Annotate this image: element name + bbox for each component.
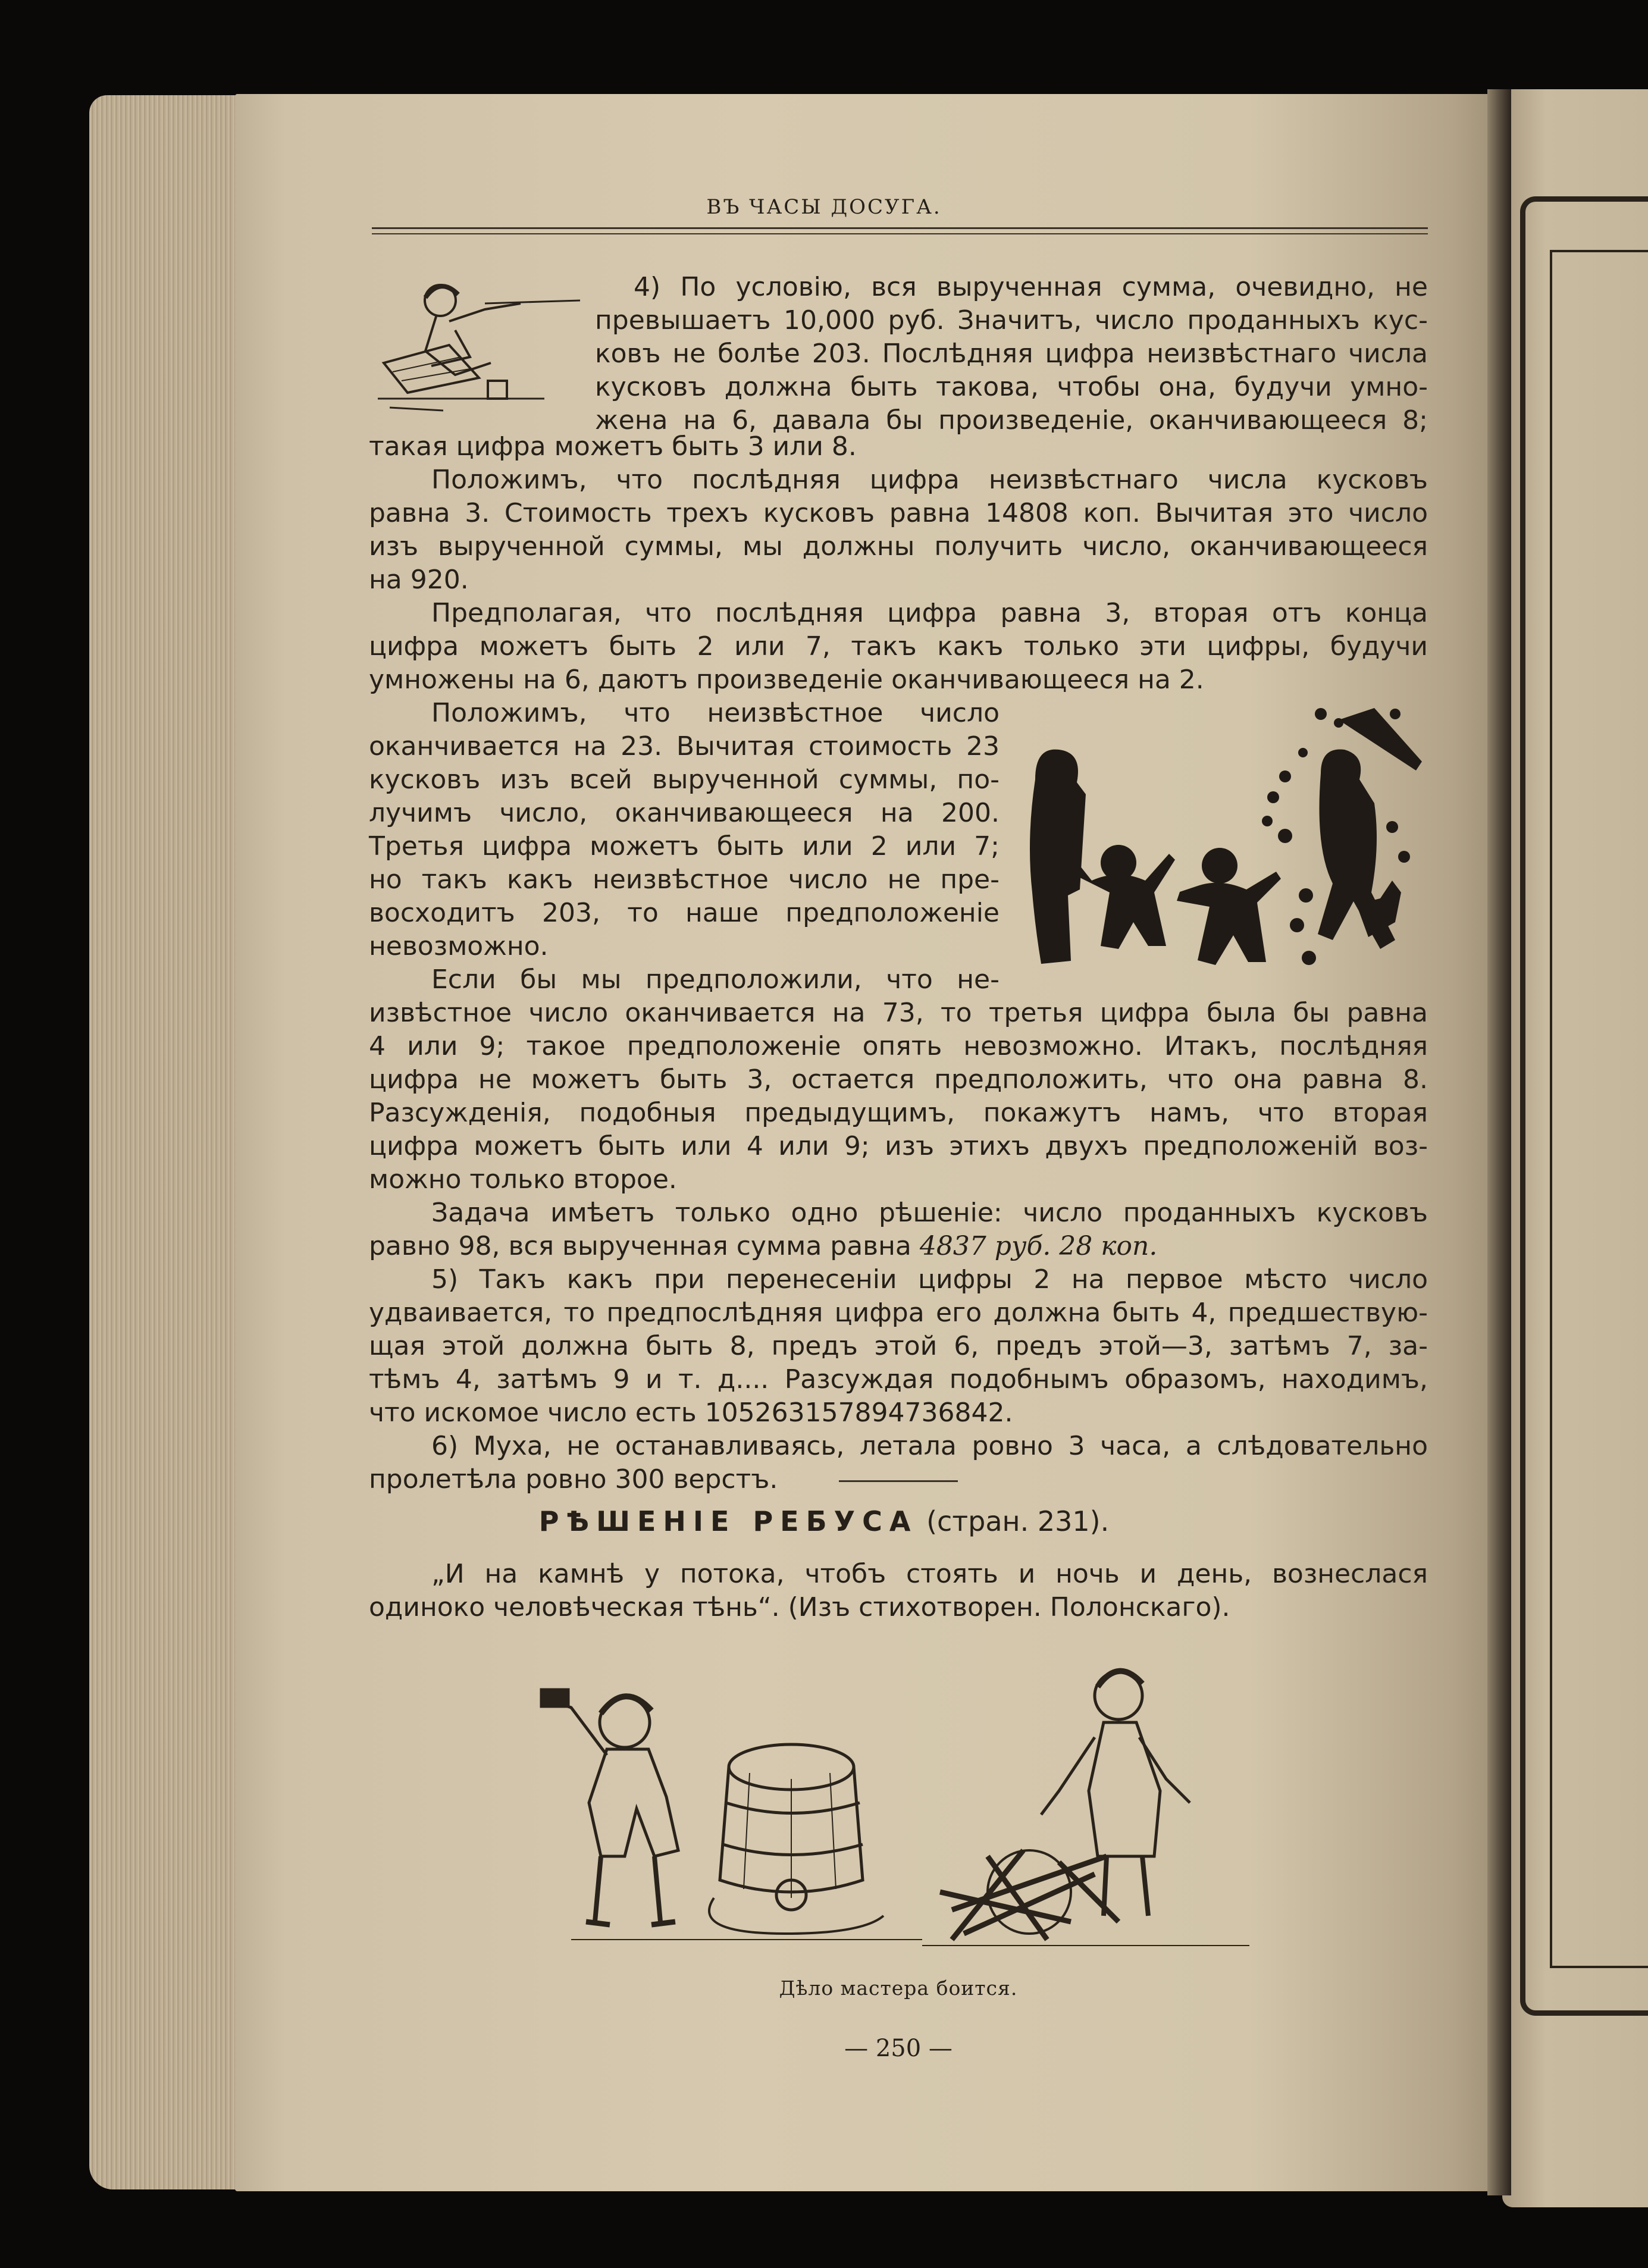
header-rule-thin <box>372 233 1428 234</box>
running-header: ВЪ ЧАСЫ ДОСУГА. <box>706 195 942 219</box>
text-line: пролетѣла ровно 300 верстъ. <box>369 1464 778 1495</box>
rebus-text-line: „И на камнѣ у потока, чтобъ стоять и ночь и день, вознеслася <box>431 1559 1428 1589</box>
text-line: лучимъ число, оканчивающееся на 200. <box>369 798 1000 828</box>
section-separator <box>839 1480 958 1482</box>
text-line: кусковъ изъ всей вырученной суммы, по- <box>369 765 1000 795</box>
text-line: восходитъ 203, то наше предположеніе <box>369 898 1000 928</box>
text-line: Положимъ, что неизвѣстное число <box>431 698 1000 728</box>
text-line: Если бы мы предположили, что не- <box>431 964 1000 995</box>
rebus-ref: (стран. 231). <box>926 1505 1110 1537</box>
text-line: Предполагая, что послѣдняя цифра равна 3, вторая отъ конца <box>431 598 1428 628</box>
book-page-edges <box>89 95 250 2189</box>
text-line: что искомое число есть 105263157894736842. <box>369 1398 1013 1428</box>
page-number: — 250 — <box>844 2035 953 2062</box>
facing-page-inner-frame <box>1550 250 1648 1968</box>
text-line: превышаетъ 10,000 руб. Значитъ, число проданныхъ кус- <box>595 305 1428 336</box>
text-line: Третья цифра можетъ быть или 2 или 7; <box>369 831 1000 862</box>
text-line: ковъ не болѣе 203. Послѣдняя цифра неизвѣстнаго числа <box>595 339 1428 369</box>
sum-italic: 4837 руб. 28 коп. <box>919 1231 1158 1261</box>
text-line: невозможно. <box>369 931 549 961</box>
text-line: изъ вырученной суммы, мы должны получить число, оканчивающееся <box>369 531 1428 562</box>
text-line: цифра можетъ быть или 4 или 9; изъ этихъ двухъ предположеній воз- <box>369 1131 1428 1161</box>
text-line: цифра можетъ быть 2 или 7, такъ какъ только эти цифры, будучи <box>369 631 1428 662</box>
text-line: можно только второе. <box>369 1164 677 1195</box>
text-line: цифра не можетъ быть 3, остается предположить, что она равна 8. <box>369 1064 1428 1095</box>
figure-caption: Дѣло мастера боится. <box>779 1976 1018 2000</box>
text-line: жена на 6, давала бы произведеніе, оканчивающееся 8; <box>595 405 1428 436</box>
text-line: но такъ какъ неизвѣстное число не пре- <box>369 864 1000 895</box>
text-line: тѣмъ 4, затѣмъ 9 и т. д.... Разсуждая подобнымъ образомъ, находимъ, <box>369 1364 1428 1395</box>
rebus-heading <box>0 1505 1648 1537</box>
text-line: умножены на 6, даютъ произведеніе оканчивающееся на 2. <box>369 665 1204 695</box>
text-line: Разсужденія, подобныя предыдущимъ, покажутъ намъ, что вторая <box>369 1098 1428 1128</box>
text-line: Положимъ, что послѣдняя цифра неизвѣстнаго числа кусковъ <box>431 465 1428 495</box>
child-drawing-illustration <box>366 274 586 422</box>
rebus-text-line: одиноко человѣческая тѣнь“. (Изъ стихотворен. Полонскаго). <box>369 1592 1230 1622</box>
text-line: такая цифра можетъ быть 3 или 8. <box>369 431 857 462</box>
text-line: 6) Муха, не останавливаясь, летала ровно 3 часа, а слѣдовательно <box>431 1431 1428 1461</box>
text-line <box>369 1230 1428 1263</box>
text-line: извѣстное число оканчивается на 73, то третья цифра была бы равна <box>369 998 1428 1028</box>
rebus-title: РѢШЕНІЕ РЕБУСА <box>538 1505 918 1537</box>
text-line: 5) Такъ какъ при перенесеніи цифры 2 на первое мѣсто число <box>431 1264 1428 1295</box>
text-line: кусковъ должна быть такова, чтобы она, будучи умно- <box>595 372 1428 402</box>
text-line: равна 3. Стоимость трехъ кусковъ равна 14808 коп. Вычитая это число <box>369 498 1428 528</box>
text-line: Задача имѣетъ только одно рѣшеніе: число проданныхъ кусковъ <box>431 1198 1428 1228</box>
children-working-illustration <box>535 1660 1279 1963</box>
text-fragment: равно 98, вся вырученная сумма равна <box>369 1231 911 1261</box>
text-line: 4 или 9; такое предположеніе опять невозможно. Итакъ, послѣдняя <box>369 1031 1428 1061</box>
header-rule <box>372 227 1428 229</box>
book-gutter <box>1487 89 1511 2195</box>
text-line: 4) По условію, вся вырученная сумма, очевидно, не <box>634 272 1428 302</box>
text-line: удваивается, то предпослѣдняя цифра его должна быть 4, предшествую- <box>369 1298 1428 1328</box>
text-line: оканчивается на 23. Вычитая стоимость 23 <box>369 731 1000 762</box>
text-line: щая этой должна быть 8, предъ этой 6, предъ этой—3, затѣмъ 7, за- <box>369 1331 1428 1361</box>
text-line: на 920. <box>369 565 469 595</box>
